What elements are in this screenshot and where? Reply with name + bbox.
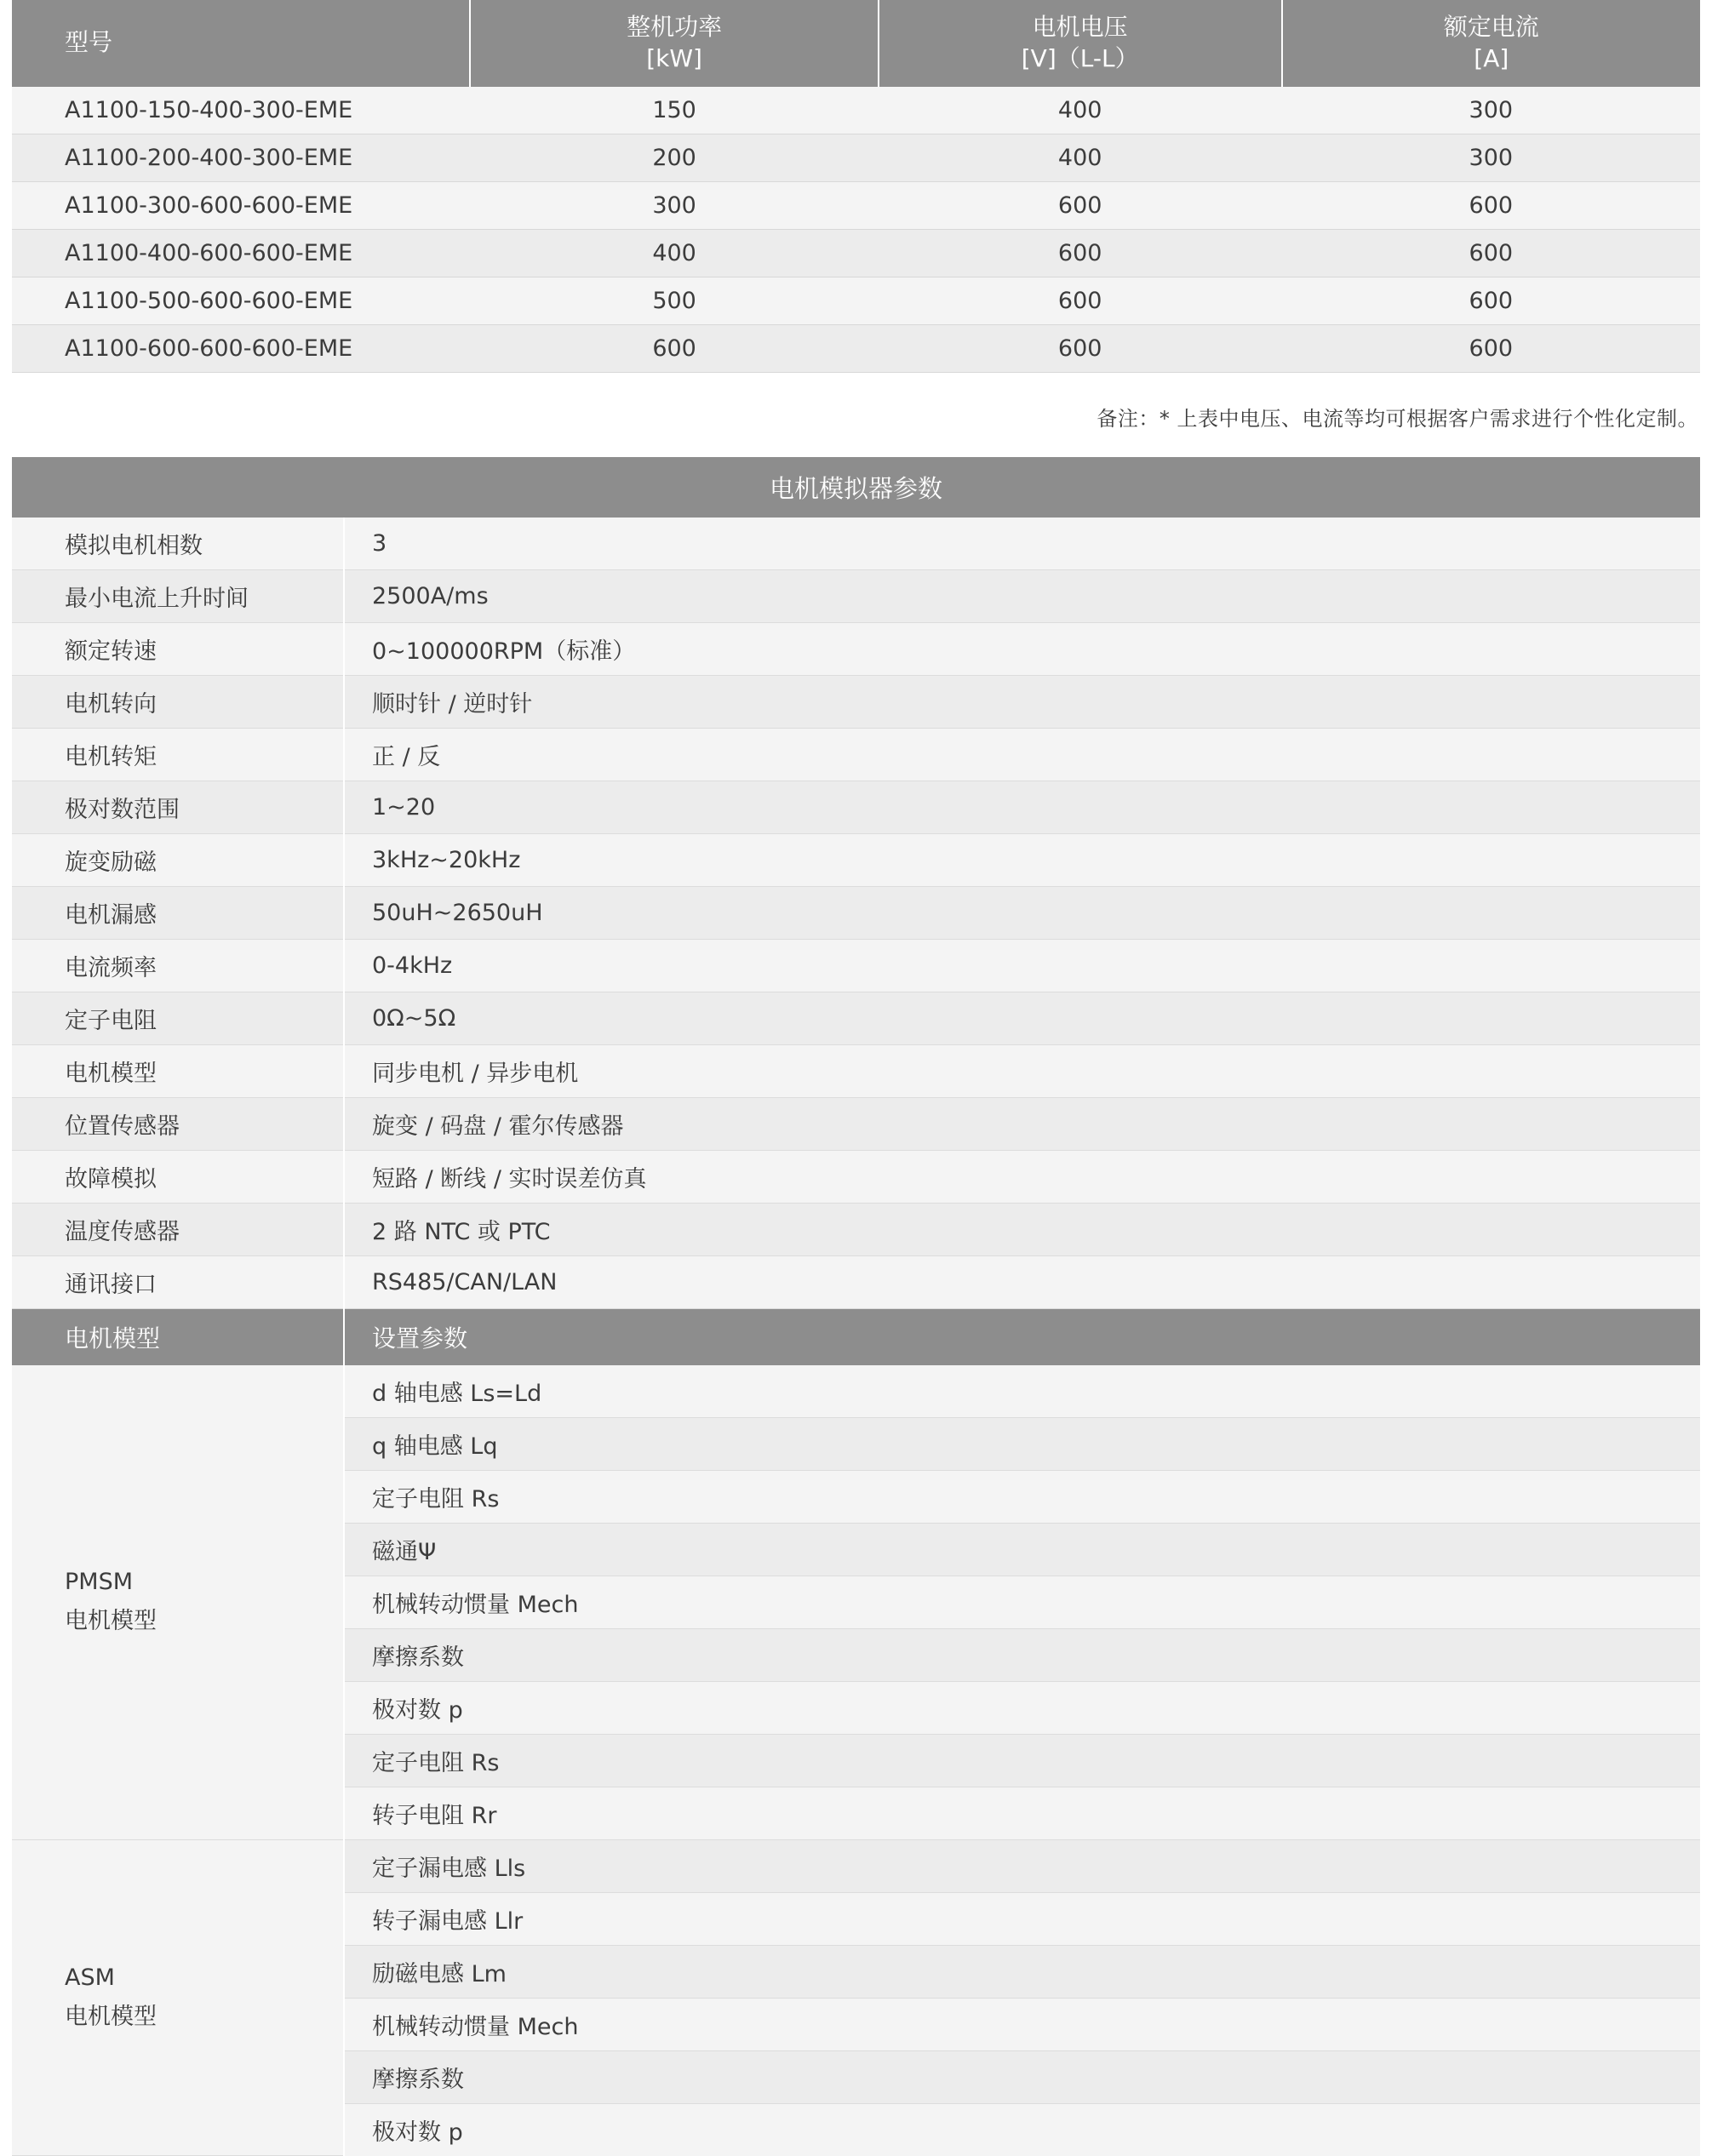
model-param: 极对数 p xyxy=(344,1681,1700,1734)
model-param: 磁通Ψ xyxy=(344,1523,1700,1576)
table-row xyxy=(12,1097,1700,1150)
model-section-header-value: 设置参数 xyxy=(344,1308,1700,1365)
spec-header-model xyxy=(12,0,470,87)
cell-model: A1100-300-600-600-EME xyxy=(12,181,470,229)
cell-power: 300 xyxy=(470,181,878,229)
cell-current: 600 xyxy=(1282,181,1700,229)
spec-header-power-line2: [kW] xyxy=(646,43,702,72)
param-key: 最小电流上升时间 xyxy=(12,569,344,622)
model-param: d 轴电感 Ls=Ld xyxy=(344,1365,1700,1418)
table-row xyxy=(12,622,1700,675)
param-value: 3 xyxy=(344,518,1700,570)
spec-header-power-line1: 整机功率 xyxy=(627,13,723,41)
cell-power: 400 xyxy=(470,229,878,277)
param-value: 0~100000RPM（标准） xyxy=(344,622,1700,675)
param-value: 短路 / 断线 / 实时误差仿真 xyxy=(344,1150,1700,1203)
cell-voltage: 600 xyxy=(879,229,1282,277)
param-key: 模拟电机相数 xyxy=(12,518,344,570)
cell-model: A1100-400-600-600-EME xyxy=(12,229,470,277)
table-row xyxy=(12,781,1700,833)
model-name-asm xyxy=(12,1839,344,2156)
cell-current: 300 xyxy=(1282,87,1700,134)
param-key: 电机转矩 xyxy=(12,728,344,781)
table-row xyxy=(12,1044,1700,1097)
param-key: 温度传感器 xyxy=(12,1203,344,1255)
spec-header-current-line2: [A] xyxy=(1474,43,1509,72)
table-row xyxy=(12,569,1700,622)
model-param: 机械转动惯量 Mech xyxy=(344,1998,1700,2050)
model-param: 转子漏电感 Llr xyxy=(344,1892,1700,1945)
simulator-table-title-row xyxy=(12,457,1700,518)
param-key: 电机转向 xyxy=(12,675,344,728)
cell-voltage: 600 xyxy=(879,277,1282,324)
param-key: 电机模型 xyxy=(12,1044,344,1097)
param-value: 50uH~2650uH xyxy=(344,886,1700,939)
table-row xyxy=(12,1255,1700,1308)
model-param: 定子电阻 Rs xyxy=(344,1470,1700,1523)
spec-header-voltage-line2: [V]（L-L） xyxy=(1021,43,1139,72)
spec-header-current xyxy=(1282,0,1700,87)
model-param: 定子漏电感 Lls xyxy=(344,1839,1700,1892)
model-param: 定子电阻 Rs xyxy=(344,1734,1700,1787)
model-param: 极对数 p xyxy=(344,2103,1700,2156)
cell-voltage: 600 xyxy=(879,324,1282,372)
table-row xyxy=(12,1203,1700,1255)
simulator-parameter-table xyxy=(12,457,1700,2156)
param-value: 2 路 NTC 或 PTC xyxy=(344,1203,1700,1255)
model-section-header-row xyxy=(12,1308,1700,1365)
cell-model: A1100-600-600-600-EME xyxy=(12,324,470,372)
table-row xyxy=(12,277,1700,324)
cell-voltage: 400 xyxy=(879,134,1282,181)
cell-power: 500 xyxy=(470,277,878,324)
table-row xyxy=(12,324,1700,372)
cell-current: 600 xyxy=(1282,324,1700,372)
cell-voltage: 600 xyxy=(879,181,1282,229)
spec-header-voltage xyxy=(879,0,1282,87)
table-row xyxy=(12,518,1700,570)
model-param: 转子电阻 Rr xyxy=(344,1787,1700,1839)
spec-table xyxy=(12,0,1700,373)
cell-model: A1100-150-400-300-EME xyxy=(12,87,470,134)
table-row xyxy=(12,1150,1700,1203)
table-row xyxy=(12,728,1700,781)
table-row xyxy=(12,833,1700,886)
simulator-table-title: 电机模拟器参数 xyxy=(12,457,1700,518)
param-key: 通讯接口 xyxy=(12,1255,344,1308)
param-key: 旋变励磁 xyxy=(12,833,344,886)
param-key: 定子电阻 xyxy=(12,992,344,1044)
spec-header-model-line1: 型号 xyxy=(65,28,113,57)
model-param: 摩擦系数 xyxy=(344,1628,1700,1681)
cell-model: A1100-200-400-300-EME xyxy=(12,134,470,181)
cell-power: 600 xyxy=(470,324,878,372)
param-value: 0Ω~5Ω xyxy=(344,992,1700,1044)
cell-model: A1100-500-600-600-EME xyxy=(12,277,470,324)
model-name-pmsm xyxy=(12,1365,344,1840)
param-key: 故障模拟 xyxy=(12,1150,344,1203)
param-key: 额定转速 xyxy=(12,622,344,675)
table-row xyxy=(12,134,1700,181)
param-key: 位置传感器 xyxy=(12,1097,344,1150)
param-value: RS485/CAN/LAN xyxy=(344,1255,1700,1308)
model-param: 励磁电感 Lm xyxy=(344,1945,1700,1998)
model-param: 摩擦系数 xyxy=(344,2050,1700,2103)
cell-voltage: 400 xyxy=(879,87,1282,134)
table-row xyxy=(12,675,1700,728)
model-param: q 轴电感 Lq xyxy=(344,1417,1700,1470)
model-name-asm-line1: ASM xyxy=(65,1964,115,1991)
spec-table-note: 备注：* 上表中电压、电流等均可根据客户需求进行个性化定制。 xyxy=(1096,406,1698,431)
table-row xyxy=(12,181,1700,229)
model-param: 机械转动惯量 Mech xyxy=(344,1576,1700,1628)
param-value: 0-4kHz xyxy=(344,939,1700,992)
table-row xyxy=(12,1365,1700,1418)
param-value: 顺时针 / 逆时针 xyxy=(344,675,1700,728)
cell-current: 300 xyxy=(1282,134,1700,181)
table-row xyxy=(12,992,1700,1044)
param-key: 极对数范围 xyxy=(12,781,344,833)
spec-header-current-line1: 额定电流 xyxy=(1443,13,1539,41)
cell-power: 200 xyxy=(470,134,878,181)
table-row xyxy=(12,229,1700,277)
param-key: 电机漏感 xyxy=(12,886,344,939)
spec-header-voltage-line1: 电机电压 xyxy=(1032,13,1128,41)
table-row xyxy=(12,87,1700,134)
param-value: 1~20 xyxy=(344,781,1700,833)
spec-table-header-row xyxy=(12,0,1700,87)
table-row xyxy=(12,1839,1700,1892)
model-name-asm-line2: 电机模型 xyxy=(65,2004,157,2031)
param-value: 同步电机 / 异步电机 xyxy=(344,1044,1700,1097)
param-value: 正 / 反 xyxy=(344,728,1700,781)
param-value: 2500A/ms xyxy=(344,569,1700,622)
cell-current: 600 xyxy=(1282,277,1700,324)
model-name-pmsm-line1: PMSM xyxy=(65,1568,134,1595)
model-name-pmsm-line2: 电机模型 xyxy=(65,1608,157,1635)
table-row xyxy=(12,886,1700,939)
table-row xyxy=(12,939,1700,992)
cell-power: 150 xyxy=(470,87,878,134)
param-value: 3kHz~20kHz xyxy=(344,833,1700,886)
spec-header-power xyxy=(470,0,878,87)
cell-current: 600 xyxy=(1282,229,1700,277)
model-section-header-key: 电机模型 xyxy=(12,1308,344,1365)
param-value: 旋变 / 码盘 / 霍尔传感器 xyxy=(344,1097,1700,1150)
param-key: 电流频率 xyxy=(12,939,344,992)
